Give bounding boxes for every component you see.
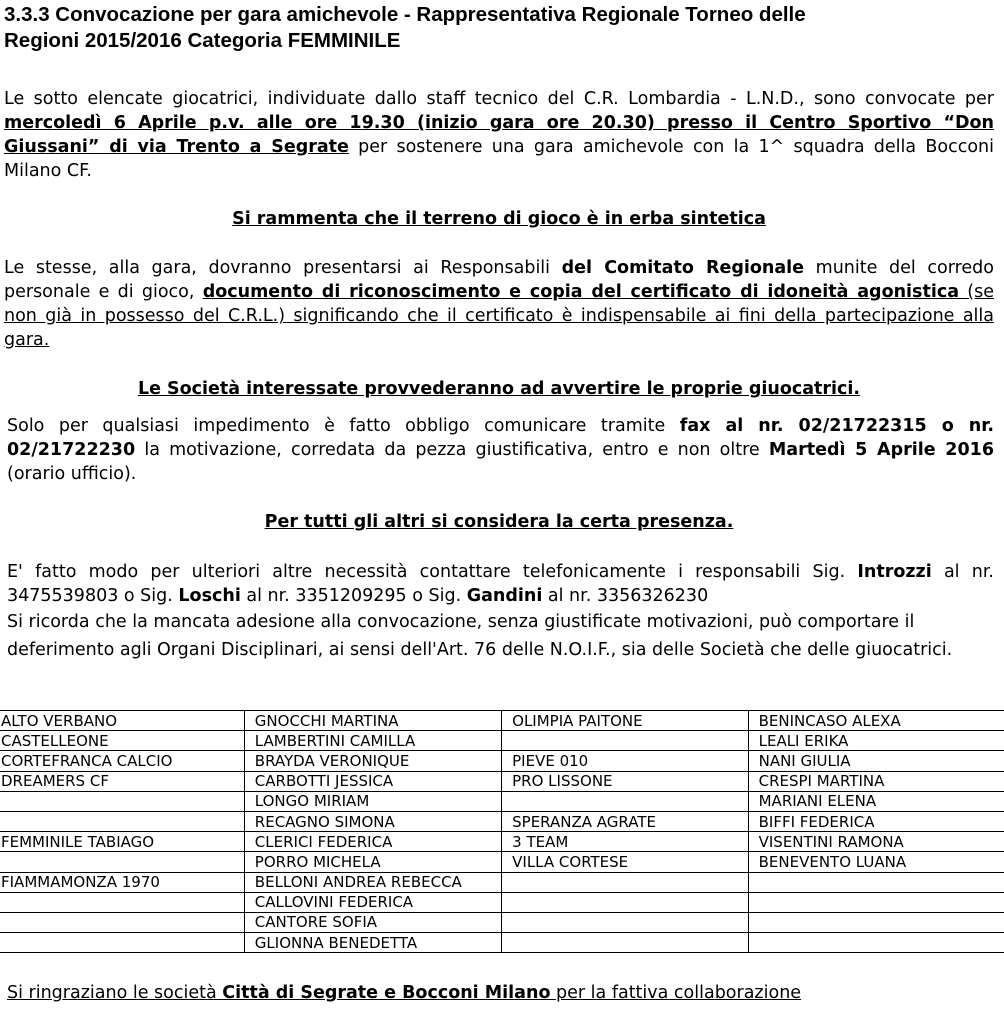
contacts-text-3: al nr. 3351209295 o Sig.	[240, 586, 467, 606]
thanks-footer	[7, 981, 997, 1005]
club-cell: VILLA CORTESE	[502, 852, 748, 872]
roster-table	[0, 710, 1004, 953]
player-cell: MARIANI ELENA	[748, 791, 1004, 811]
player-cell	[748, 892, 1004, 912]
disciplinary-warning: Si ricorda che la mancata adesione alla convocazione, senza giustificate motivazioni, può comportare il deferimento agli Organi Disciplinari, ai sensi dell'Art. 76 delle N.O.I.F., sia delle Società che delle giuocatrici.	[7, 612, 953, 660]
equipment-text-5: (se non già in possesso del C.R.L.) significando che il certificato è indispensabile ai fini della partecipazione alla gara.	[4, 282, 995, 350]
club-cell	[0, 852, 244, 872]
player-cell	[748, 872, 1004, 892]
club-cell	[502, 933, 748, 953]
equipment-paragraph	[4, 256, 994, 352]
contact-name-introzzi: Introzzi	[857, 562, 932, 582]
contact-name-gandini: Gandini	[466, 586, 543, 606]
club-cell: FIAMMAMONZA 1970	[0, 872, 244, 892]
table-row	[0, 791, 1004, 811]
player-cell	[748, 912, 1004, 932]
table-row	[0, 912, 1004, 932]
player-cell: BIFFI FEDERICA	[748, 811, 1004, 831]
equipment-documents: documento di riconoscimento e copia del certificato di idoneità agonistica	[202, 282, 960, 302]
table-row	[0, 872, 1004, 892]
club-cell: SPERANZA AGRATE	[502, 811, 748, 831]
match-date-venue: mercoledì 6 Aprile p.v. alle ore 19.30 (inizio gara ore 20.30) presso il Centro Sportivo “Don Giussani” di via Trento a Segrate	[4, 113, 994, 157]
player-cell: NANI GIULIA	[748, 751, 1004, 771]
club-cell	[0, 912, 244, 932]
player-cell: BENINCASO ALEXA	[748, 711, 1004, 731]
contact-name-loschi: Loschi	[178, 586, 241, 606]
table-row	[0, 711, 1004, 731]
table-row	[0, 731, 1004, 751]
club-cell: OLIMPIA PAITONE	[502, 711, 748, 731]
club-cell: CASTELLEONE	[0, 731, 244, 751]
presence-heading-text: Per tutti gli altri si considera la certa presenza.	[264, 512, 734, 532]
contacts-text-1: E' fatto modo per ulteriori altre necessità contattare telefonicamente i responsabili Sig.	[7, 562, 858, 582]
club-cell: 3 TEAM	[502, 832, 748, 852]
player-cell: VISENTINI RAMONA	[748, 832, 1004, 852]
equipment-text-1: Le stesse, alla gara, dovranno presentarsi ai Responsabili	[4, 258, 562, 278]
player-cell: GNOCCHI MARTINA	[244, 711, 501, 731]
section-title	[4, 2, 994, 54]
club-cell	[0, 811, 244, 831]
roster-table-body	[0, 711, 1004, 953]
club-cell	[502, 912, 748, 932]
player-cell	[748, 933, 1004, 953]
player-cell: LAMBERTINI CAMILLA	[244, 731, 501, 751]
table-row	[0, 771, 1004, 791]
player-cell: BELLONI ANDREA REBECCA	[244, 872, 501, 892]
club-cell: PIEVE 010	[502, 751, 748, 771]
equipment-text-3: munite del corredo personale e di gioco,	[4, 258, 994, 302]
table-row	[0, 751, 1004, 771]
club-cell: ALTO VERBANO	[0, 711, 244, 731]
clubs-heading	[4, 377, 994, 401]
club-cell	[502, 791, 748, 811]
club-cell	[502, 892, 748, 912]
impediment-text-5: (orario ufficio).	[7, 464, 137, 484]
deadline-date: Martedì 5 Aprile 2016	[768, 440, 995, 460]
club-cell: CORTEFRANCA CALCIO	[0, 751, 244, 771]
club-cell	[0, 791, 244, 811]
equipment-committee: del Comitato Regionale	[561, 258, 805, 278]
impediment-text-1: Solo per qualsiasi impedimento è fatto obbligo comunicare tramite	[7, 416, 680, 436]
fax-numbers: fax al nr. 02/21722315 o nr. 02/21722230	[7, 416, 994, 460]
clubs-heading-text: Le Società interessate provvederanno ad avvertire le proprie giuocatrici.	[137, 379, 861, 399]
player-cell: LEALI ERIKA	[748, 731, 1004, 751]
club-cell	[0, 933, 244, 953]
impediment-paragraph	[7, 414, 994, 486]
player-cell: RECAGNO SIMONA	[244, 811, 501, 831]
thanks-text-1: Si ringraziano le società	[7, 983, 223, 1003]
thanks-text-3: per la fattiva collaborazione	[550, 983, 802, 1003]
presence-heading	[4, 510, 994, 534]
intro-text-3: per sostenere una gara amichevole con la 1^ squadra della Bocconi Milano CF.	[4, 137, 994, 181]
player-cell: GLIONNA BENEDETTA	[244, 933, 501, 953]
player-cell: BRAYDA VERONIQUE	[244, 751, 501, 771]
intro-text-1: Le sotto elencate giocatrici, individuate dallo staff tecnico del C.R. Lombardia - L.N.D., sono convocate per	[4, 89, 994, 109]
section-title-line-2: Regioni 2015/2016 Categoria FEMMINILE	[4, 29, 401, 52]
table-row	[0, 852, 1004, 872]
player-cell: PORRO MICHELA	[244, 852, 501, 872]
thanks-clubs: Città di Segrate e Bocconi Milano	[222, 983, 551, 1003]
contacts-text-2: al nr. 3475539803 o Sig.	[7, 562, 994, 606]
table-row	[0, 933, 1004, 953]
table-row	[0, 811, 1004, 831]
club-cell	[0, 892, 244, 912]
table-row	[0, 892, 1004, 912]
player-cell: CRESPI MARTINA	[748, 771, 1004, 791]
club-cell: DREAMERS CF	[0, 771, 244, 791]
club-cell	[502, 872, 748, 892]
player-cell: CANTORE SOFIA	[244, 912, 501, 932]
player-cell: BENEVENTO LUANA	[748, 852, 1004, 872]
player-cell: CLERICI FEDERICA	[244, 832, 501, 852]
impediment-text-3: la motivazione, corredata da pezza giustificativa, entro e non oltre	[135, 440, 769, 460]
club-cell	[502, 731, 748, 751]
player-cell: LONGO MIRIAM	[244, 791, 501, 811]
contacts-text-4: al nr. 3356326230	[542, 586, 709, 606]
table-row	[0, 832, 1004, 852]
club-cell: FEMMINILE TABIAGO	[0, 832, 244, 852]
contacts-paragraph	[7, 560, 994, 664]
field-note-text: Si rammenta che il terreno di gioco è in erba sintetica	[232, 209, 766, 229]
player-cell: CARBOTTI JESSICA	[244, 771, 501, 791]
intro-paragraph	[4, 87, 994, 183]
club-cell: PRO LISSONE	[502, 771, 748, 791]
section-title-line-1: 3.3.3 Convocazione per gara amichevole - Rappresentativa Regionale Torneo delle	[4, 3, 806, 26]
field-note-heading	[4, 207, 994, 231]
player-cell: CALLOVINI FEDERICA	[244, 892, 501, 912]
